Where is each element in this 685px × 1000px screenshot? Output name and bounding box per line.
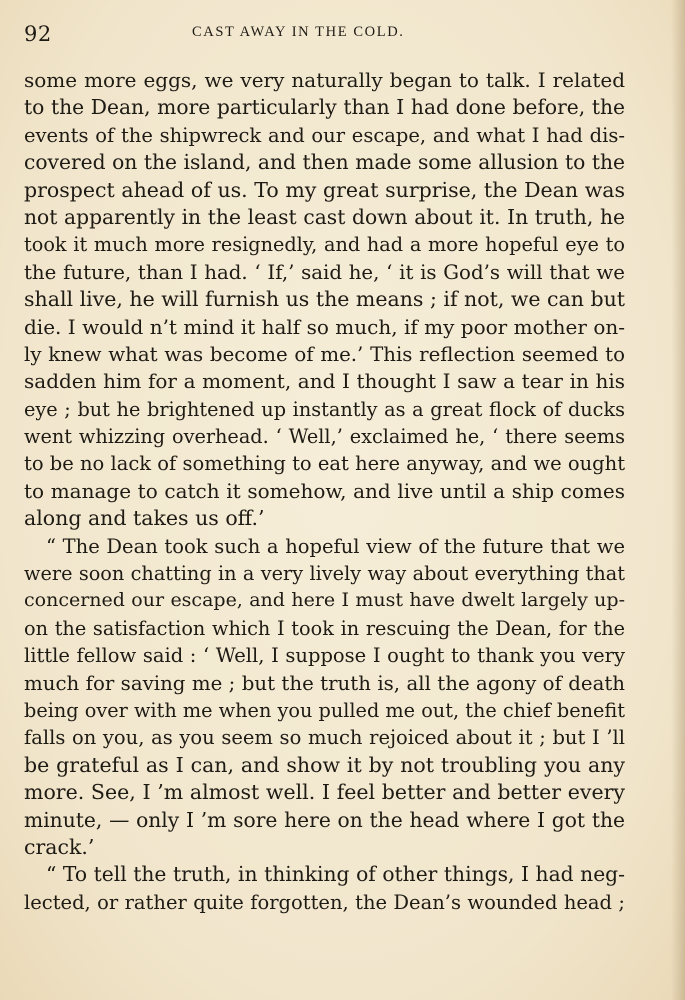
- text-line: minute, — only I ’m sore here on the head where I got the: [24, 807, 625, 832]
- text-line: eye ; but he brightened up instantly as a great flock of ducks: [24, 397, 625, 421]
- text-line: “ The Dean took such a hopeful view of the future that we: [46, 534, 625, 558]
- text-line: prospect ahead of us. To my great surprise, the Dean was: [24, 177, 625, 202]
- text-line: be grateful as I can, and show it by not troubling you any: [24, 752, 625, 777]
- text-line: lected, or rather quite forgotten, the Dean’s wounded head ;: [24, 890, 625, 914]
- text-line: to manage to catch it somehow, and live until a ship comes: [24, 478, 625, 503]
- text-line: being over with me when you pulled me out, the chief benefit: [24, 698, 625, 722]
- text-line: events of the shipwreck and our escape, and what I had dis-: [24, 123, 625, 147]
- text-line: on the satisfaction which I took in rescuing the Dean, for the: [24, 616, 625, 640]
- text-line: ly knew what was become of me.’ This reflection seemed to: [24, 342, 625, 366]
- text-line: concerned our escape, and here I must have dwelt largely up-: [24, 589, 625, 612]
- text-line: to be no lack of something to eat here anyway, and we ought: [24, 452, 626, 476]
- text-line: went whizzing overhead. ‘ Well,’ exclaimed he, ‘ there seems: [24, 425, 625, 449]
- page-number: 92: [24, 22, 52, 46]
- text-line: shall live, he will furnish us the means ; if not, we can but: [24, 287, 626, 312]
- text-line: little fellow said : ‘ Well, I suppose I ought to thank you very: [24, 644, 625, 668]
- body-text: [24, 67, 625, 916]
- text-line: some more eggs, we very naturally began to talk. I related: [24, 68, 625, 92]
- text-line: along and takes us off.’: [24, 506, 265, 531]
- text-line: took it much more resignedly, and had a more hopeful eye to: [24, 233, 625, 257]
- text-line: sadden him for a moment, and I thought I saw a tear in his: [24, 369, 625, 394]
- text-line: “ To tell the truth, in thinking of other things, I had neg-: [46, 862, 625, 887]
- text-line: to the Dean, more particularly than I had done before, the: [24, 95, 625, 120]
- text-line: crack.’: [24, 834, 95, 859]
- text-line: falls on you, as you seem so much rejoiced about it ; but I ’ll: [24, 726, 625, 750]
- text-line: were soon chatting in a very lively way about everything that: [24, 562, 625, 586]
- text-line: more. See, I ’m almost well. I feel better and better every: [24, 780, 625, 805]
- text-line: die. I would n’t mind it half so much, if my poor mother on-: [24, 314, 625, 339]
- running-head: CAST AWAY IN THE COLD.: [192, 24, 405, 40]
- text-line: not apparently in the least cast down about it. In truth, he: [24, 204, 625, 229]
- text-line: the future, than I had. ‘ If,’ said he, ‘ it is God’s will that we: [24, 260, 625, 284]
- text-line: much for saving me ; but the truth is, all the agony of death: [24, 671, 625, 695]
- page-header: [24, 20, 661, 50]
- text-line: covered on the island, and then made some allusion to the: [24, 150, 625, 175]
